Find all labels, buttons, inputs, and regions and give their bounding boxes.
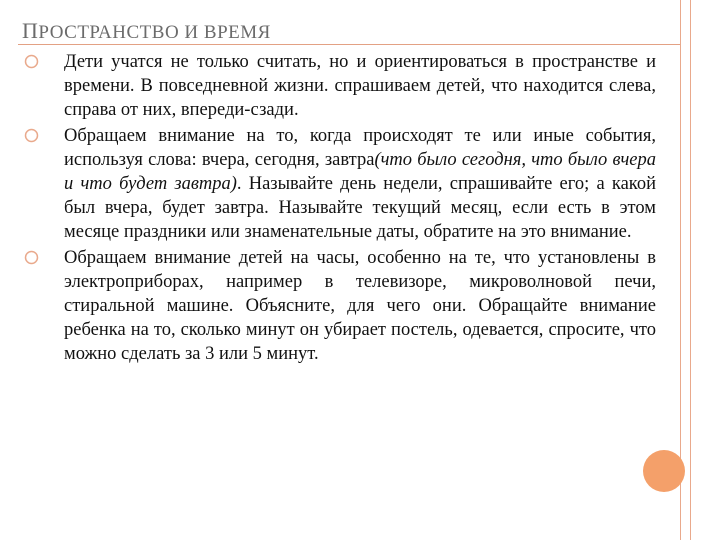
title-underline [18,44,680,45]
slide-title-rest: РОСТРАНСТВО И ВРЕМЯ [38,22,271,43]
bullet-text: Дети учатся не только считать, но и ориентироваться в пространстве и времени. В повседневной жизни. спрашиваем детей, что находится слева, справа от них, впереди-сзади. [64,52,656,120]
circle-bullet-icon [24,250,39,265]
decorative-orange-dot [643,450,685,492]
bullet-text-after: . Называйте день недели, спрашивайте его; а какой был вчера, будет завтра. Называйте текущий месяц, если есть в этом месяце праздники или знаменательные даты, обратите на это внимание. [64,174,656,242]
slide-title [22,18,271,44]
list-item [20,50,656,122]
list-item [20,246,656,366]
circle-bullet-icon [24,54,39,69]
bullet-text-italic: (что было сегодня, что было вчера и что будет завтра) [64,150,657,194]
bullet-text-before: Обращаем внимание на то, когда происходят те или иные события, используя слова: вчера, сегодня, завтра [64,126,656,170]
list-item [20,124,656,244]
bullet-list [20,50,656,368]
right-accent-line-inner [690,0,691,540]
bullet-text [64,124,656,244]
circle-bullet-icon [24,128,39,143]
slide-title-initial: П [22,18,39,43]
bullet-text: Обращаем внимание детей на часы, особенно на те, что установлены в электроприборах, например в телевизоре, микроволновой печи, стиральной машине. Объясните, для чего они. Обращайте внимание ребенка на то, сколько минут он убирает постель, одевается, спросите, что можно сделать за 3 или 5 минут. [64,248,656,364]
